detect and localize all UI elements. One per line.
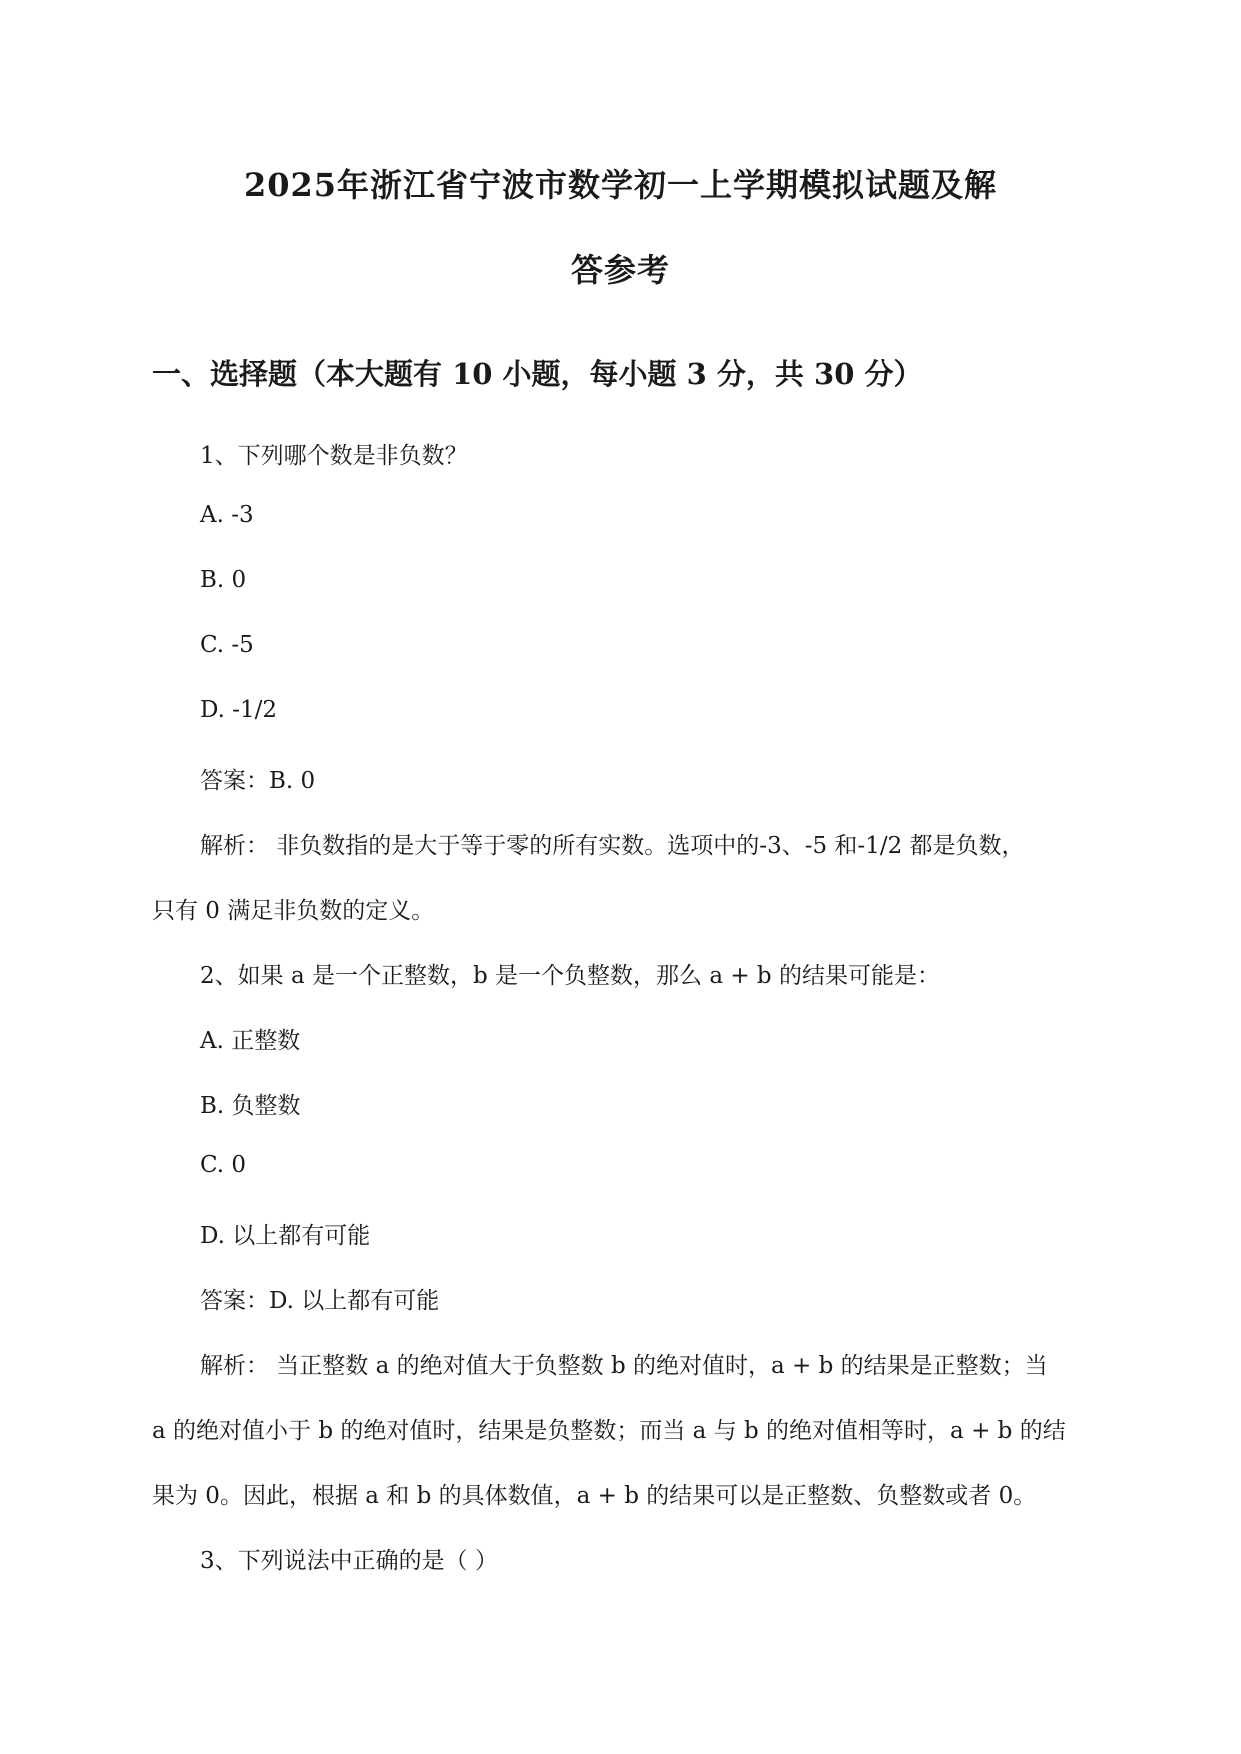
question-2-option-d: D. 以上都有可能 [200, 1223, 371, 1249]
question-1-analysis-line-1: 解析： 非负数指的是大于等于零的所有实数。选项中的-3、-5 和-1/2 都是负数， [200, 833, 1025, 859]
question-2-option-a: A. 正整数 [200, 1028, 301, 1054]
question-1-option-b: B. 0 [200, 567, 247, 593]
question-1-option-d: D. -1/2 [200, 697, 278, 723]
section-heading: 一、选择题（本大题有 10 小题，每小题 3 分，共 30 分） [152, 357, 923, 391]
question-2-option-c: C. 0 [200, 1152, 247, 1178]
document-title-line-1: 2025年浙江省宁波市数学初一上学期模拟试题及解 [243, 166, 998, 204]
question-2-analysis-line-2: a 的绝对值小于 b 的绝对值时，结果是负整数；而当 a 与 b 的绝对值相等时，a + b 的结 [152, 1418, 1066, 1444]
question-2-analysis-line-1: 解析： 当正整数 a 的绝对值大于负整数 b 的绝对值时，a + b 的结果是正整数；当 [200, 1353, 1048, 1379]
question-1-option-a: A. -3 [200, 502, 254, 528]
question-1-option-c: C. -5 [200, 632, 254, 658]
question-2-analysis-line-3: 果为 0。因此，根据 a 和 b 的具体数值，a + b 的结果可以是正整数、负整数或者 0。 [152, 1483, 1037, 1509]
question-1-answer: 答案：B. 0 [200, 768, 316, 794]
question-1-stem: 1、下列哪个数是非负数？ [200, 443, 468, 469]
question-2-answer: 答案：D. 以上都有可能 [200, 1288, 440, 1314]
question-3-stem: 3、下列说法中正确的是（ ） [200, 1548, 498, 1574]
question-2-option-b: B. 负整数 [200, 1093, 301, 1119]
document-title-line-2: 答参考 [570, 251, 670, 289]
question-1-analysis-line-2: 只有 0 满足非负数的定义。 [152, 898, 435, 924]
question-2-stem: 2、如果 a 是一个正整数，b 是一个负整数，那么 a + b 的结果可能是： [200, 963, 940, 989]
